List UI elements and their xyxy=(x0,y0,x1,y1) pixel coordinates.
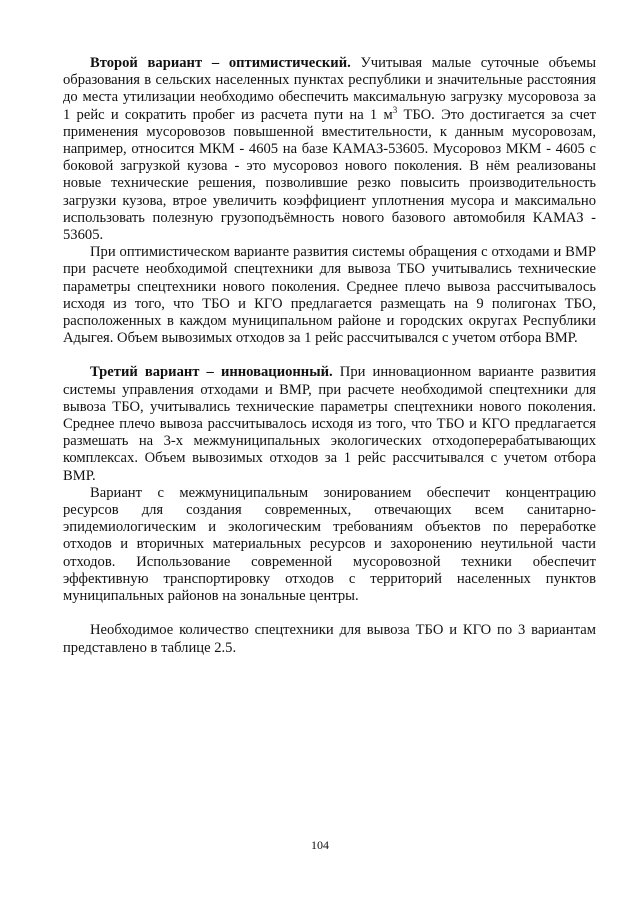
paragraph-text: Вариант с межмуниципальным зонированием обеспечит концентрацию ресурсов для создания современных, отвечающих всем санитарно-эпидемиологическим и экологическим требованиям объектов по переработке отходов и вторичных материальных ресурсов и захоронению неутильной части отходов. Использование современной мусоровозной техники обеспечит эффективную транспортировку отходов с территорий населенных пунктов муниципальных районов на зональные центры. xyxy=(63,484,596,605)
paragraph-optimistic-calculation xyxy=(63,244,596,347)
paragraph-text: При оптимистическом варианте развития системы обращения с отходами и ВМР при расчете необходимой спецтехники для вывоза ТБО учитывались технические параметры спецтехники нового поколения. Среднее плечо вывоза рассчитывалось исходя из того, что ТБО и КГО предлагается размещать на 9 полигонах ТБО, расположенных в каждом муниципальном районе и городских округах Республики Адыгея. Объем вывозимых отходов за 1 рейс рассчитывался с учетом отбора ВМР. xyxy=(63,244,596,347)
paragraph-text: Необходимое количество спецтехники для вывоза ТБО и КГО по 3 вариантам представлено в таблице 2.5. xyxy=(63,622,596,656)
paragraph-table-reference xyxy=(63,622,596,656)
document-body xyxy=(63,55,596,657)
paragraph-spacer xyxy=(63,605,596,622)
paragraph-text: При инновационном варианте развития системы управления отходами и ВМР, при расчете необходимой спецтехники для вывоза ТБО, учитывались технические параметры спецтехники нового поколения. Среднее плечо вывоза рассчитывалось исходя из того, что ТБО и КГО предлагается размешать на 3-х межмуниципальных экологических отходоперерабатывающих комплексах. Объем вывозимых отходов за 1 рейс рассчитывался с учетом отбора ВМР. xyxy=(63,364,596,484)
heading-innovative-variant: Третий вариант – инновационный. xyxy=(90,364,333,381)
paragraph-optimistic-variant xyxy=(63,55,596,244)
heading-optimistic-variant: Второй вариант – оптимистический. xyxy=(90,55,351,71)
paragraph-zoning xyxy=(63,485,596,605)
superscript-exponent: 3 xyxy=(392,104,398,115)
paragraph-spacer xyxy=(63,347,596,364)
page-number: 104 xyxy=(311,838,329,852)
paragraph-text: Учитывая малые суточные объемы образования в сельских населенных пунктах республики и значительные расстояния до места утилизации необходимо обеспечить максимальную загрузку мусоровоза за 1 рейс и сократить пробег из расчета пути на 1 м xyxy=(63,55,597,123)
paragraph-innovative-variant xyxy=(63,364,596,484)
paragraph-text: ТБО. Это достигается за счет применения мусоровозов повышенной вместительности, к данным мусоровозам, например, относится МКМ - 4605 на базе КАМАЗ-53605. Мусоровоз МКМ - 4605 с боковой загрузкой кузова - это мусоровоз нового поколения. В нём реализованы новые технические решения, позволившие резко повысить производительность загрузки кузова, втрое увеличить коэффициент уплотнения мусора и максимально использовать полезную грузоподъёмность нового базового автомобиля КАМАЗ - 53605. xyxy=(63,106,596,244)
